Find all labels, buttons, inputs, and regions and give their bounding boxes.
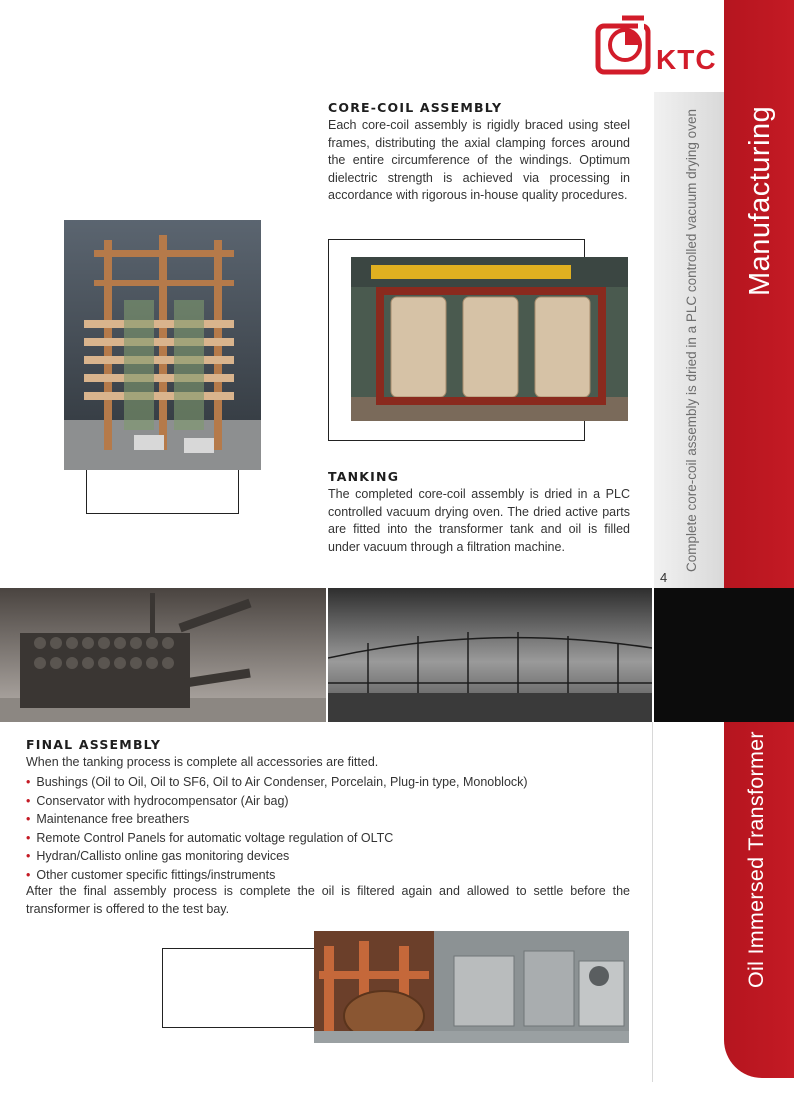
accessories-list — [26, 773, 528, 884]
final-assembly-heading: FINAL ASSEMBLY — [26, 737, 162, 752]
list-item: • Hydran/Callisto online gas monitoring devices — [26, 847, 528, 866]
page-number: 4 — [660, 570, 668, 585]
photo-caption: Complete core-coil assembly is dried in a PLC controlled vacuum drying oven — [684, 109, 699, 572]
product-title: Oil Immersed Transformer — [744, 731, 768, 988]
list-item: • Conservator with hydrocompensator (Air bag) — [26, 792, 528, 811]
list-item: • Maintenance free breathers — [26, 810, 528, 829]
ktc-logo — [594, 14, 724, 76]
final-assembly-outro: After the final assembly process is complete the oil is filtered again and allowed to settle before the transformer is offered to the test bay. — [26, 884, 630, 916]
final-assembly-photo — [314, 931, 629, 1043]
list-item: • Bushings (Oil to Oil, Oil to SF6, Oil to Air Condenser, Porcelain, Plug-in type, Monoblock) — [26, 773, 528, 792]
core-coil-text: Each core-coil assembly is rigidly braced using steel frames, distributing the axial clamping forces around the entire circumference of the windings. Optimum dielectric strength is achieved via processing in accordance with rigorous in-house quality procedures. — [328, 118, 630, 202]
logo-mark-icon — [594, 14, 656, 76]
tanking-heading: TANKING — [328, 469, 400, 484]
logo-text: KTC — [656, 44, 717, 75]
core-coil-photo — [64, 220, 261, 470]
black-band — [654, 588, 794, 722]
windings-photo — [351, 257, 628, 421]
tanking-text: The completed core-coil assembly is dried in a PLC controlled vacuum drying oven. The dried active parts are fitted into the transformer tank and oil is filled under vacuum through a filtration machine. — [328, 487, 630, 554]
substation-photo — [328, 588, 652, 722]
section-title: Manufacturing — [744, 105, 776, 296]
list-item: • Other customer specific fittings/instruments — [26, 866, 528, 885]
list-item: • Remote Control Panels for automatic voltage regulation of OLTC — [26, 829, 528, 848]
transformer-yard-photo — [0, 588, 326, 722]
core-coil-heading: CORE-COIL ASSEMBLY — [328, 100, 503, 115]
divider — [652, 722, 653, 1082]
final-assembly-intro: When the tanking process is complete all accessories are fitted. — [26, 755, 379, 769]
